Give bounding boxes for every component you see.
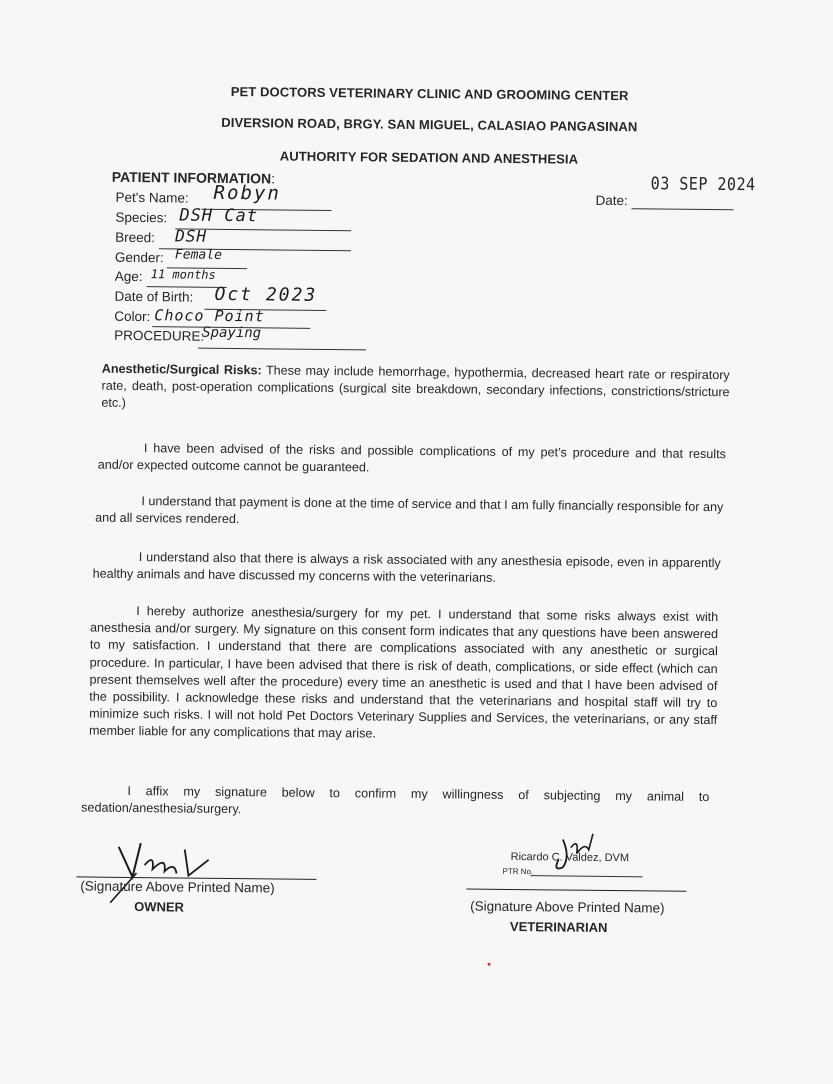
- date-label: Date:: [595, 192, 628, 209]
- pet-name-label: Pet's Name:: [115, 189, 189, 206]
- paragraph-anesthesia-risk: I understand also that there is always a risk associated with any anesthesia episode, even in apparently healthy animals and have discussed my concerns with the veterinarians.: [92, 550, 721, 585]
- gender-field: [115, 250, 164, 266]
- dob-label: Date of Birth:: [114, 288, 194, 305]
- dob-field: [114, 289, 193, 305]
- paragraph-authorization: I hereby authorize anesthesia/surgery for my pet. I understand that some risks always exist with anesthesia and/or surgery. My signature on this consent form indicates that any questions have been answered to my satisfaction. I understand that there are complications associated with any anesthetic or surgical procedure. In particular, I have been advised that there is risk of death, complications, or side effect (which can present themselves well after the procedure) every time an anesthetic is used and that I have been advised of the possibility. I acknowledge these risks and understand that the veterinarians and hospital staff will try to minimize such risks. I will not hold Pet Doctors Veterinary Supplies and Services, the veterinarians, or any staff member liable for any complications that may arise.: [88, 604, 719, 741]
- gender-value: Female: [174, 247, 223, 263]
- age-label: Age:: [114, 268, 143, 285]
- date-value: 03 SEP 2024: [650, 173, 756, 195]
- date-underline: [631, 208, 733, 210]
- color-label: Color:: [114, 308, 151, 325]
- species-field: [115, 210, 167, 226]
- pet-name-value: Robyn: [213, 181, 281, 205]
- risks-heading: Anesthetic/Surgical Risks:: [101, 361, 262, 378]
- risks-text: These may include hemorrhage, hypothermia, decreased heart rate or respiratory rate, death, post-operation complications (surgical site breakdown, secondary infections, constrictions/stricture etc.): [101, 363, 730, 411]
- color-value: Choco Point: [154, 306, 265, 326]
- owner-signature-caption: (Signature Above Printed Name): [80, 878, 275, 896]
- dob-value: Oct 2023: [214, 283, 318, 306]
- owner-signature-scribble: [96, 835, 227, 906]
- vet-signature-line: [466, 889, 686, 892]
- owner-role-label: OWNER: [134, 899, 185, 915]
- breed-label: Breed:: [115, 229, 156, 246]
- paragraph-payment: I understand that payment is done at the time of service and that I am fully financially responsible for any and all services rendered.: [95, 494, 724, 527]
- vet-signature-caption: (Signature Above Printed Name): [470, 898, 665, 916]
- paragraph-affix-signature: I affix my signature below to confirm my willingness of subjecting my animal to sedation/anesthesia/surgery.: [81, 783, 710, 817]
- clinic-address: DIVERSION ROAD, BRGY. SAN MIGUEL, CALASIAO PANGASINAN: [221, 114, 638, 135]
- patient-info-title: PATIENT INFORMATION:: [111, 168, 276, 187]
- procedure-label: PROCEDURE:: [114, 327, 205, 344]
- color-field: [114, 309, 150, 324]
- paragraph-risks-advised: I have been advised of the risks and possible complications of my pet’s procedure and that results and/or expected outcome cannot be guaranteed.: [97, 441, 726, 475]
- ink-speck: [488, 963, 491, 966]
- risks-paragraph: [101, 361, 730, 419]
- vet-printed-name: Ricardo C. Valdez, DVM: [510, 850, 630, 865]
- breed-value: DSH: [175, 226, 208, 246]
- clinic-name: PET DOCTORS VETERINARY CLINIC AND GROOMING CENTER: [230, 83, 629, 104]
- species-label: Species:: [115, 209, 168, 226]
- form-title: AUTHORITY FOR SEDATION AND ANESTHESIA: [279, 148, 579, 167]
- pet-name-field: [115, 190, 188, 206]
- breed-field: [115, 230, 155, 245]
- gender-label: Gender:: [114, 249, 164, 266]
- species-value: DSH Cat: [179, 205, 259, 227]
- procedure-field: [114, 328, 204, 344]
- procedure-value: Spaying: [202, 324, 262, 342]
- ptr-label: PTR No.: [502, 866, 534, 877]
- age-value: 11 months: [150, 267, 216, 282]
- age-field: [115, 269, 143, 284]
- vet-role-label: VETERINARIAN: [509, 918, 608, 935]
